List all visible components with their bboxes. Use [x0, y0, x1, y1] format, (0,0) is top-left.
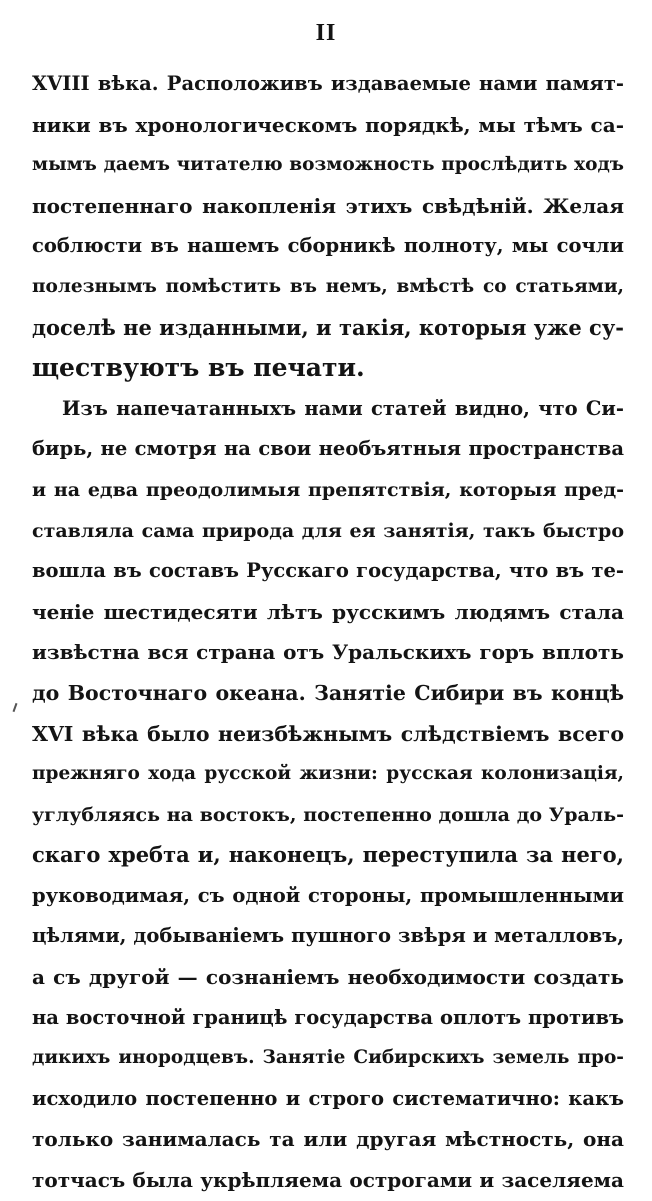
text-line: ставляла сама природа для ея занятія, такъ быстро	[32, 519, 624, 542]
text-line: до Восточнаго океана. Занятіе Сибири въ концѣ	[32, 680, 624, 705]
text-line: на восточной границѣ государства оплотъ противъ	[32, 1005, 624, 1029]
text-line: ченіе шестидесяти лѣтъ русскимъ людямъ стала	[32, 599, 624, 624]
text-line: только занималась та или другая мѣстность, она	[32, 1127, 624, 1152]
margin-mark	[13, 703, 18, 712]
text-line: вошла въ составъ Русскаго государства, что въ те-	[32, 559, 624, 583]
text-line: и на едва преодолимыя препятствія, которыя пред-	[32, 478, 624, 501]
text-line: исходило постепенно и строго систематично: какъ	[32, 1086, 624, 1110]
text-line: ники въ хронологическомъ порядкѣ, мы тѣмъ са-	[32, 112, 624, 137]
text-line: углубляясь на востокъ, постепенно дошла до Ураль-	[32, 803, 624, 826]
text-line: руководимая, съ одной стороны, промышленными	[32, 883, 624, 907]
body-text	[32, 64, 624, 1201]
text-line: цѣлями, добываніемъ пушного звѣря и металловъ,	[32, 924, 624, 948]
paragraph-2	[32, 389, 624, 1201]
text-line: бирь, не смотря на свои необъятныя пространства	[32, 437, 624, 461]
text-line: постепеннаго накопленія этихъ свѣдѣній. Желая	[32, 193, 624, 218]
text-line: соблюсти въ нашемъ сборникѣ полноту, мы сочли	[32, 234, 624, 258]
text-line: XVI вѣка было неизбѣжнымъ слѣдствіемъ всего	[32, 721, 624, 746]
text-line: прежняго хода русской жизни: русская колонизація,	[32, 763, 624, 785]
text-line: полезнымъ помѣстить въ немъ, вмѣстѣ со статьями,	[32, 275, 624, 297]
text-line: XVIII вѣка. Расположивъ издаваемые нами памят-	[32, 72, 624, 95]
paragraph-1	[32, 64, 624, 389]
text-line: скаго хребта и, наконецъ, переступила за него,	[32, 842, 624, 868]
text-line: тотчасъ была укрѣпляема острогами и заселяема	[32, 1168, 624, 1193]
text-line: извѣстна вся страна отъ Уральскихъ горъ вплоть	[32, 640, 624, 665]
text-line: а съ другой — сознаніемъ необходимости создать	[32, 965, 624, 990]
text-line: доселѣ не изданными, и такія, которыя уже су-	[32, 314, 624, 340]
page-number: II	[315, 20, 337, 46]
text-line: мымъ даемъ читателю возможность прослѣдить ходъ	[32, 154, 624, 176]
text-line: дикихъ инородцевъ. Занятіе Сибирскихъ земель про-	[32, 1047, 624, 1069]
text-line: Изъ напечатанныхъ нами статей видно, что Си-	[62, 396, 624, 420]
text-line: ществуютъ въ печати.	[32, 353, 365, 383]
